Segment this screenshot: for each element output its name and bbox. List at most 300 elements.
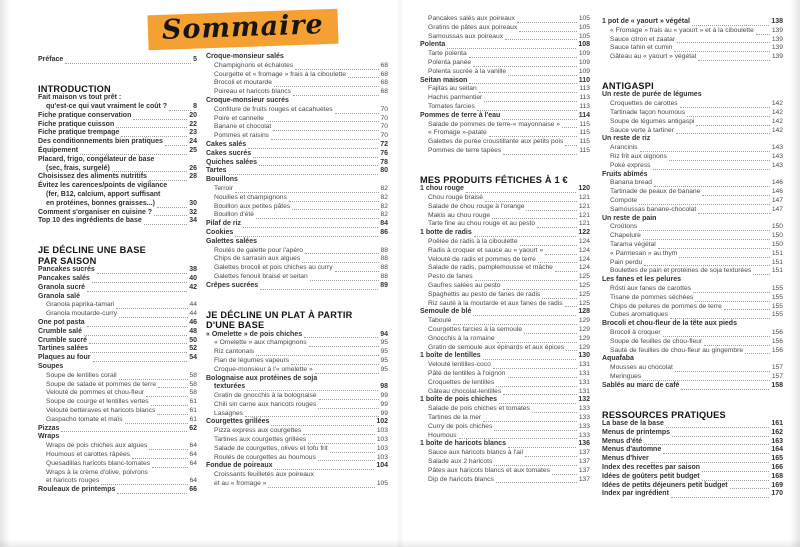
page-number: 121 (578, 220, 590, 228)
toc-entry-label: Roulés de galette pour l'apéro (214, 246, 304, 254)
dotted-leader (653, 169, 770, 170)
dotted-leader (256, 355, 378, 356)
page-number: 155 (771, 311, 783, 319)
dotted-leader (305, 253, 379, 254)
toc-entry-label: Samoussas banane-chocolat (610, 205, 697, 213)
toc-entry (420, 308, 590, 317)
page-number: 105 (578, 32, 590, 40)
toc-entry (206, 282, 388, 291)
toc-entry-label: Comment s'organiser en cuisine ? (38, 208, 153, 216)
toc-entry-label: Arancinis (610, 144, 638, 152)
toc-entry-label: Index par ingrédient (602, 490, 669, 498)
toc-entry (420, 33, 590, 42)
dotted-leader (672, 436, 769, 437)
toc-entry-label: Courgettes farcies à la semoule (428, 326, 523, 333)
dotted-leader (670, 318, 770, 319)
toc-entry-label: Tartinade de peaux de banane (610, 188, 701, 196)
toc-entry-label: Gâteau chocolat-lentilles (428, 387, 502, 395)
page-number: 170 (771, 490, 783, 498)
toc-entry-label: Crumble sucré (38, 336, 88, 344)
toc-entry (602, 232, 783, 241)
toc-entry (38, 442, 197, 451)
toc-entry (420, 282, 590, 291)
toc-entry-label: Quiches salées (206, 158, 257, 166)
toc-entry (602, 429, 783, 438)
page-number: 156 (771, 329, 783, 336)
page-number: 88 (380, 246, 388, 254)
toc-entry-label: Rouleaux de printemps (38, 486, 116, 494)
page-number: 42 (189, 283, 197, 291)
page-number: 52 (189, 345, 197, 353)
toc-entry-label: Salade de pois chiches et tomates (428, 405, 530, 413)
toc-entry-label: qu'est-ce qui vaut vraiment le coût ? (46, 103, 168, 111)
dotted-leader (87, 326, 188, 327)
toc-entry-label: Sauce citron et zaatar (610, 35, 676, 43)
toc-entry (206, 331, 388, 340)
page-number: 121 (578, 194, 590, 202)
toc-entry-label: Pancakes salés (38, 275, 90, 283)
toc-entry (38, 433, 197, 442)
toc-entry (206, 238, 388, 247)
toc-entry (38, 389, 197, 398)
page-number: 125 (578, 273, 590, 281)
dotted-leader (133, 119, 187, 120)
page-number: 98 (380, 383, 388, 391)
toc-entry (38, 363, 197, 372)
page-number: 164 (771, 446, 783, 454)
toc-section-heading: ANTIGASPI (602, 80, 654, 91)
dotted-leader (692, 25, 769, 26)
toc-entry (420, 77, 590, 86)
dotted-leader (671, 497, 769, 498)
toc-entry-label: Pommes de terre à l'eau (420, 111, 501, 119)
toc-entry-label: Poireau et haricots blancs (214, 88, 291, 96)
toc-entry-label: Pâté de lentilles à l'oignon (428, 369, 506, 377)
toc-entry (420, 41, 590, 50)
page-number: 82 (380, 193, 388, 201)
toc-entry (206, 167, 388, 176)
page-number: 121 (578, 202, 590, 210)
toc-entry (420, 414, 590, 423)
page-number: 23 (189, 129, 197, 137)
toc-entry-label: Chou rouge braisé (428, 194, 484, 202)
page-number: 150 (771, 223, 783, 231)
page-number: 61 (189, 415, 197, 423)
toc-entry (38, 416, 197, 425)
toc-entry (602, 206, 783, 215)
toc-entry (38, 103, 197, 112)
toc-entry-label: Riz sauté à la moutarde et aux fanes de radis (428, 299, 563, 307)
dotted-leader (555, 271, 577, 272)
toc-entry-label: La base de la base (602, 420, 664, 428)
toc-entry-label: Curry de pois chiches (428, 422, 493, 430)
dotted-leader (565, 306, 577, 307)
toc-entry (602, 276, 783, 285)
page-number: 99 (380, 400, 388, 408)
page-number: 143 (771, 153, 783, 161)
toc-entry (602, 464, 783, 473)
page-number: 20 (189, 111, 197, 119)
toc-entry-label: Salade de courgettes, olives et tofu frit (214, 444, 328, 452)
toc-entry (420, 59, 590, 68)
page-number: 155 (771, 302, 783, 310)
toc-entry-label: Pizza express aux courgettes (214, 427, 302, 435)
page-number: 68 (380, 79, 388, 87)
toc-entry-label: « Parmesan » au thym (610, 249, 678, 257)
toc-entry (420, 476, 590, 485)
toc-entry-label: Houmous (428, 431, 457, 439)
page-number: 129 (578, 334, 590, 342)
toc-entry (38, 94, 197, 103)
page-number: 82 (380, 184, 388, 192)
page-number: 128 (578, 308, 590, 316)
toc-entry-label: Soupe de feuilles de chou-fleur (610, 337, 703, 345)
toc-entry (602, 329, 783, 338)
toc-entry-label: Salade de pommes de terre-« mayonnaise » (428, 120, 560, 128)
toc-entry (602, 223, 783, 232)
toc-entry-label: Aquafaba (602, 355, 634, 363)
page-number: 70 (380, 132, 388, 140)
toc-entry (206, 203, 388, 212)
toc-entry-label: Un reste de riz (602, 135, 651, 143)
dotted-leader (658, 248, 770, 249)
dotted-leader (502, 119, 576, 120)
dotted-leader (112, 171, 187, 172)
toc-entry-label: Bouillons (206, 176, 238, 184)
page-number: 138 (771, 18, 783, 25)
page-number: 26 (189, 164, 197, 172)
dotted-leader (508, 377, 577, 378)
toc-entry-label: Terroir (214, 184, 233, 192)
dotted-leader (508, 447, 576, 448)
toc-entry (602, 311, 783, 320)
toc-entry-label: Salade de radis, pamplemousse et mâche (428, 264, 553, 272)
toc-entry-label: Sauce aux haricots blancs à l'ail (428, 449, 523, 457)
page-number: 88 (380, 272, 388, 280)
dotted-leader (80, 154, 187, 155)
toc-entry (420, 423, 590, 432)
dotted-leader (644, 444, 769, 445)
page-number: 86 (380, 228, 388, 236)
page-number: 113 (579, 94, 590, 102)
toc-entry (38, 460, 197, 469)
toc-entry (206, 366, 388, 375)
page-number: 133 (578, 405, 590, 413)
dotted-leader (666, 427, 769, 428)
page-number: 143 (771, 144, 783, 152)
toc-entry-label: Polenta sucrée à la vanille (428, 67, 507, 75)
dotted-leader (562, 127, 577, 128)
toc-entry-label: en protéines, bonnes graisses...) (46, 199, 155, 207)
toc-entry-label: Fiche pratique trempage (38, 129, 120, 137)
toc-section-heading: RESSOURCES PRATIQUES (602, 409, 726, 420)
toc-entry (420, 467, 590, 476)
toc-column-4 (602, 18, 783, 499)
toc-entry-label: Banane et chocolat (214, 123, 272, 131)
toc-entry-label: Croquettes de lentilles (428, 378, 495, 386)
toc-entry-label: 1 boîte de haricots blancs (420, 440, 506, 448)
dotted-leader (158, 387, 188, 388)
page-number: 131 (578, 361, 590, 369)
dotted-leader (453, 324, 576, 325)
dotted-leader (275, 469, 375, 470)
page-number: 25 (189, 147, 197, 155)
book-gutter (396, 0, 404, 547)
toc-entry (206, 229, 388, 238)
toc-entry (206, 247, 388, 256)
dotted-leader (663, 336, 770, 337)
page-number: 76 (380, 149, 388, 157)
toc-entry-label: (fer, B12, calcium, apport suffisant (46, 191, 161, 199)
toc-entry-label: « Fromage » frais au « yaourt » et à la ciboulette (610, 26, 754, 34)
page-number: 158 (771, 381, 783, 389)
toc-entry (206, 141, 388, 150)
page-number: 120 (578, 185, 590, 193)
dotted-leader (61, 431, 187, 432)
toc-entry (602, 241, 783, 250)
toc-entry (602, 53, 783, 62)
toc-entry (602, 18, 783, 27)
page-number: 109 (578, 58, 590, 66)
toc-entry-label: Galettes fenouil braisé et seitan (214, 272, 308, 280)
page-number: 110 (578, 76, 590, 84)
toc-entry-label: Spaghettis au pesto de fanes de radis (428, 290, 541, 298)
page-number: 104 (376, 462, 388, 470)
toc-entry-label: Fruits abîmés (602, 170, 648, 178)
page-number: 61 (189, 407, 197, 414)
toc-entry (602, 215, 783, 224)
toc-entry (206, 348, 388, 357)
toc-entry (602, 267, 783, 276)
dotted-leader (309, 346, 379, 347)
toc-entry (420, 335, 590, 344)
toc-entry (602, 420, 783, 429)
toc-entry (206, 176, 388, 185)
toc-entry-label: Pizzas (38, 424, 60, 432)
dotted-leader (289, 201, 379, 202)
toc-entry (602, 303, 783, 312)
dotted-leader (477, 110, 578, 111)
toc-entry-label: Choisissez des aliments nutritifs (38, 173, 147, 181)
page-number: 68 (380, 61, 388, 69)
page-number: 95 (380, 356, 388, 364)
toc-entry-label: Gâteau au « yaourt » végétal (610, 53, 697, 61)
page-number: 54 (189, 354, 197, 362)
toc-entry-label: 1 botte de radis (420, 229, 472, 237)
toc-entry (602, 118, 783, 127)
dotted-leader (494, 430, 577, 431)
toc-entry-label: Tartines de la mer (428, 413, 482, 421)
page-number: 129 (578, 326, 590, 333)
toc-entry (420, 212, 590, 221)
dotted-leader (542, 298, 577, 299)
page-number: 142 (771, 109, 783, 117)
toc-entry (206, 211, 388, 220)
toc-entry-label: Gnocchis à la romaine (428, 334, 495, 342)
dotted-leader (702, 471, 769, 472)
page-number: 129 (578, 317, 590, 325)
dotted-leader (245, 416, 379, 417)
page-number: 137 (578, 466, 590, 474)
toc-entry (206, 71, 388, 80)
toc-entry (602, 91, 783, 100)
toc-entry-label: Poêlée de radis à la ciboulette (428, 238, 518, 246)
page-number: 103 (376, 444, 388, 452)
dotted-leader (157, 414, 187, 415)
toc-entry (206, 88, 388, 97)
dotted-leader (675, 371, 770, 372)
toc-entry-label: Brocoli et moutarde (214, 79, 272, 87)
toc-entry (602, 36, 783, 45)
toc-entry (602, 382, 783, 391)
toc-entry (420, 379, 590, 388)
toc-entry (206, 471, 388, 480)
toc-entry-label: Galettes salées (206, 237, 257, 245)
toc-entry (602, 188, 783, 197)
toc-entry (602, 179, 783, 188)
dotted-leader (474, 236, 577, 237)
toc-entry-label: Brocoli et chou-fleur de la tête aux pieds (602, 320, 737, 328)
page-edge-left (0, 0, 10, 547)
dotted-leader (256, 218, 379, 219)
dotted-leader (447, 48, 576, 49)
toc-entry (602, 438, 783, 447)
dotted-leader (730, 488, 770, 489)
dotted-leader (146, 396, 187, 397)
toc-entry (420, 440, 590, 449)
toc-entry (206, 53, 388, 62)
toc-entry (38, 486, 197, 495)
page-number: 78 (380, 158, 388, 166)
dotted-leader (503, 154, 577, 155)
dotted-leader (524, 333, 577, 334)
toc-entry-label: Des conditionnements bien pratiques (38, 138, 163, 146)
dotted-leader (526, 210, 576, 211)
toc-entry-label: Fondue de poireaux (206, 462, 273, 470)
page-number: 103 (376, 453, 388, 461)
page-number: 151 (771, 258, 783, 266)
toc-entry (38, 200, 197, 209)
toc-entry-label: Salade aux 2 haricots (428, 457, 493, 465)
page-number: 89 (380, 281, 388, 289)
page-number: 133 (578, 413, 590, 421)
page-number: 137 (578, 449, 590, 457)
dotted-leader (271, 425, 374, 426)
toc-entry-label: Houmous et carottes râpées (46, 450, 131, 458)
page-number: 156 (771, 346, 783, 354)
toc-entry-label: Tartines salées (38, 345, 89, 353)
dotted-leader (485, 201, 577, 202)
page-number: 38 (189, 266, 197, 274)
dotted-leader (302, 262, 378, 263)
dotted-leader (681, 389, 769, 390)
toc-entry (206, 264, 388, 273)
page-number: 82 (380, 211, 388, 219)
dotted-leader (532, 412, 577, 413)
page-number: 84 (380, 220, 388, 228)
page-number: 66 (189, 486, 197, 494)
toc-section-heading: JE DÉCLINE UNE BASE (38, 245, 146, 256)
dotted-leader (473, 315, 576, 316)
page-number: 72 (380, 140, 388, 148)
dotted-leader (484, 101, 577, 102)
toc-entry (420, 121, 590, 130)
dotted-leader (503, 289, 577, 290)
dotted-leader (169, 110, 191, 111)
toc-entry-label: Menus d'hiver (602, 455, 649, 463)
toc-column-3 (420, 15, 590, 484)
toc-entry-label: Fiche pratique conservation (38, 111, 132, 119)
dotted-leader (247, 390, 378, 391)
toc-entry-label: Galettes brocoli et pois chiches au curry (214, 264, 333, 272)
page-number: 157 (771, 364, 783, 372)
dotted-leader (89, 343, 187, 344)
toc-entry (420, 396, 590, 405)
toc-entry-label: Dip de haricots blancs (428, 475, 494, 483)
toc-entry (38, 129, 197, 138)
toc-entry-label: Crumble salé (38, 327, 82, 335)
toc-entry-label: Préface (38, 56, 64, 63)
page-number: 157 (771, 372, 783, 380)
toc-entry (420, 194, 590, 203)
toc-entry-label: Confiture de fruits rouges et cacahuètes (214, 105, 333, 113)
toc-entry (602, 355, 783, 364)
toc-entry-label: Quesadillas haricots blanc-tomates (46, 459, 151, 467)
toc-entry-label: Velouté lentilles-coco (428, 361, 491, 369)
dotted-leader (552, 474, 577, 475)
toc-entry-label: 1 chou rouge (420, 185, 464, 193)
page-number: 150 (771, 241, 783, 249)
dotted-leader (494, 465, 577, 466)
toc-entry (602, 294, 783, 303)
page-number: 124 (578, 246, 590, 254)
toc-entry (206, 375, 388, 384)
toc-entry-label: Velouté betteraves et haricots blancs (46, 407, 156, 414)
toc-entry-label: Menus de printemps (602, 428, 671, 436)
toc-entry (602, 364, 783, 373)
dotted-leader (519, 31, 577, 32)
toc-entry-label: Soupe de salade et pommes de terre (46, 380, 157, 388)
toc-entry (38, 345, 197, 354)
dotted-leader (303, 434, 374, 435)
toc-entry-label: Mousses au chocolat (610, 364, 673, 372)
toc-entry (38, 284, 197, 293)
toc-entry-label: Boulettes de pain et protéines de soja texturées (610, 267, 752, 275)
toc-entry (206, 445, 388, 454)
dotted-leader (90, 352, 187, 353)
dotted-leader (669, 160, 770, 161)
page-number: 58 (189, 371, 197, 379)
toc-entry-label: Soupe de légumes antigaspi (610, 117, 695, 125)
dotted-leader (259, 165, 378, 166)
toc-entry (206, 462, 388, 471)
toc-entry (38, 217, 197, 226)
dotted-leader (459, 438, 577, 439)
toc-entry-label: Cakes sucrés (206, 149, 252, 157)
toc-entry-label: Chips de pelures de pommes de terre (610, 302, 722, 310)
toc-entry-label: Chips de sarrasin aux algues (214, 255, 301, 263)
toc-entry (38, 451, 197, 460)
toc-entry (206, 159, 388, 168)
dotted-leader (525, 456, 577, 457)
page-number: 156 (771, 337, 783, 345)
toc-entry-label: Soupes (38, 363, 64, 371)
toc-entry (206, 194, 388, 203)
toc-entry-label: Hachis parmentier (428, 94, 483, 102)
dotted-leader (318, 460, 375, 461)
dotted-leader (674, 51, 769, 52)
dotted-leader (84, 335, 187, 336)
